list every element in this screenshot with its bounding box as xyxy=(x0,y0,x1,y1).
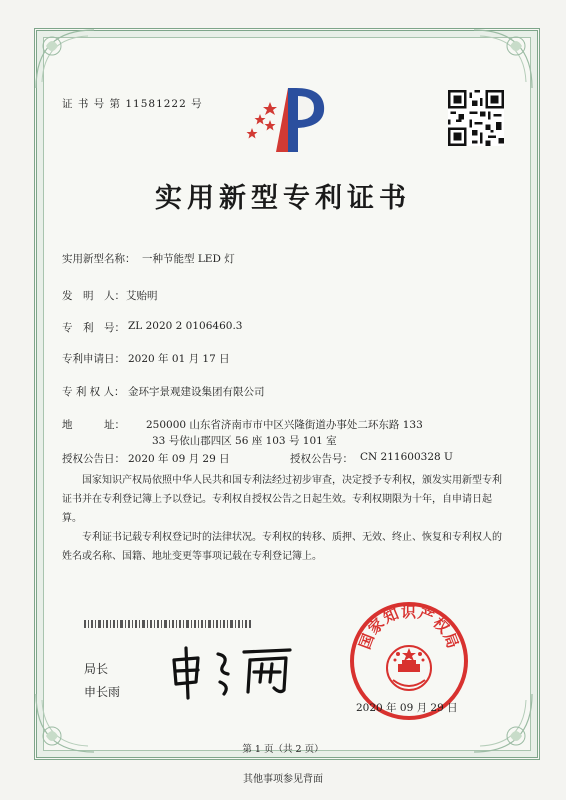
footer-note: 其他事项参见背面 xyxy=(243,774,323,785)
filing-date-value: 2020 年 01 月 17 日 xyxy=(128,353,230,365)
inventor-label: 发 明 人： xyxy=(62,290,125,302)
barcode-strip xyxy=(84,620,252,628)
director-name: 申长雨 xyxy=(84,685,121,699)
grant-date-value: 2020 年 09 月 29 日 xyxy=(128,453,230,465)
certificate-title: 实用新型专利证书 xyxy=(155,183,411,214)
grant-number-value: CN 211600328 U xyxy=(360,451,453,463)
inventor-value: 艾贻明 xyxy=(126,290,158,302)
utility-model-name-value: 一种节能型 LED 灯 xyxy=(142,253,235,265)
patent-number-label: 专 利 号： xyxy=(62,322,125,334)
address-label: 地 址： xyxy=(62,419,125,431)
patent-holder-label: 专 利 权 人： xyxy=(62,386,125,398)
seal-text: 国家知识产权局 xyxy=(355,603,463,652)
address-line-2: 33 号依山郡四区 56 座 103 号 101 室 xyxy=(152,435,337,447)
corner-ornament-top-right xyxy=(468,24,538,94)
national-emblem-icon xyxy=(387,646,431,690)
director-signature xyxy=(168,642,298,700)
address-line-1: 250000 山东省济南市市中区兴隆街道办事处二环东路 133 xyxy=(146,419,423,431)
certificate-paragraph-1: 国家知识产权局依照中华人民共和国专利法经过初步审查，决定授予专利权，颁发实用新型专利证书并在专利登记簿上予以登记。专利权自授权公告之日起生效。专利权期限为十年，自申请日起算。 xyxy=(62,475,502,524)
certificate-paragraph-2: 专利证书记载专利权登记时的法律状况。专利权的转移、质押、无效、终止、恢复和专利权人的姓名或名称、国籍、地址变更等事项记载在专利登记簿上。 xyxy=(62,532,502,562)
patent-holder-value: 金环宇景观建设集团有限公司 xyxy=(128,386,265,398)
corner-ornament-top-left xyxy=(30,24,100,94)
director-title: 局长 xyxy=(84,662,109,676)
patent-office-emblem-icon xyxy=(240,84,330,156)
svg-text:国家知识产权局 xyxy=(356,603,463,652)
page-indicator: 第 1 页（共 2 页） xyxy=(242,744,324,755)
certificate-number: 证 书 号 第 11581222 号 xyxy=(62,98,203,110)
filing-date-label: 专利申请日： xyxy=(62,353,125,365)
qr-code-icon xyxy=(448,90,504,146)
grant-number-label: 授权公告号： xyxy=(290,453,353,465)
patent-number-value: ZL 2020 2 0106460.3 xyxy=(128,320,243,332)
seal-date: 2020 年 09 月 29 日 xyxy=(356,702,458,714)
grant-date-label: 授权公告日： xyxy=(62,453,125,465)
utility-model-name-label: 实用新型名称： xyxy=(62,253,136,265)
